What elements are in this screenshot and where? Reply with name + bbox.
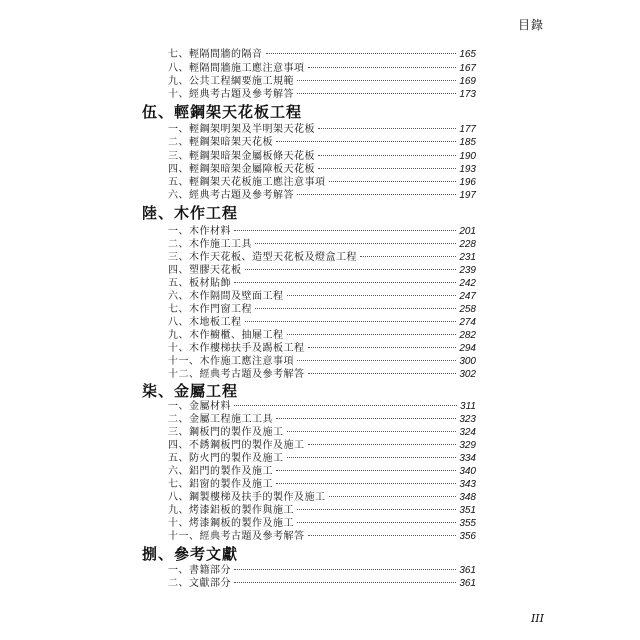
dot-leader xyxy=(234,229,456,231)
dot-leader xyxy=(245,268,457,270)
toc-entry-page: 193 xyxy=(459,164,476,175)
toc-entry-label: 九、木作櫥櫃、抽屜工程 xyxy=(168,330,284,341)
toc-entry-page: 258 xyxy=(459,304,476,315)
dot-leader xyxy=(276,140,456,142)
toc-entry-label: 十二、經典考古題及參考解答 xyxy=(168,369,305,380)
toc-entry-page: 282 xyxy=(459,330,476,341)
toc-entry-page: 185 xyxy=(459,137,476,148)
toc-entry xyxy=(168,136,476,149)
toc-entry-page: 324 xyxy=(459,427,476,438)
toc-entry-label: 十一、木作施工應注意事項 xyxy=(168,356,294,367)
dot-leader xyxy=(287,294,457,296)
toc-entry-label: 五、板材貼飾 xyxy=(168,278,231,289)
toc-entry xyxy=(168,277,476,290)
toc-entry-page: 201 xyxy=(459,226,476,237)
toc-entry xyxy=(168,290,476,303)
dot-leader xyxy=(297,359,456,361)
toc-entry-page: 294 xyxy=(459,343,476,354)
page-header-title: 目錄 xyxy=(517,18,544,32)
toc-entry-label: 二、木作施工工具 xyxy=(168,239,252,250)
toc-entry xyxy=(168,355,476,368)
toc-entry xyxy=(168,342,476,355)
toc-entry xyxy=(168,163,476,176)
dot-leader xyxy=(287,333,457,335)
dot-leader xyxy=(276,482,456,484)
toc-entry-label: 二、輕鋼架暗架天花板 xyxy=(168,137,273,148)
toc-entry xyxy=(168,238,476,251)
dot-leader xyxy=(318,154,456,156)
toc-entry-label: 七、木作門窗工程 xyxy=(168,304,252,315)
dot-leader xyxy=(297,521,456,523)
dot-leader xyxy=(255,242,456,244)
toc-entry xyxy=(168,465,476,478)
dot-leader xyxy=(234,281,456,283)
toc-entry-page: 340 xyxy=(459,466,476,477)
dot-leader xyxy=(308,443,457,445)
toc-entry xyxy=(168,150,476,163)
toc-entry xyxy=(168,189,476,202)
toc-entry-label: 一、書籍部分 xyxy=(168,565,231,576)
dot-leader xyxy=(308,534,457,536)
dot-leader xyxy=(276,417,456,419)
toc-entry-label: 八、輕隔間牆施工應注意事項 xyxy=(168,63,305,74)
toc-entry-label: 一、木作材料 xyxy=(168,226,231,237)
toc-entry-page: 247 xyxy=(459,291,476,302)
toc-entry-label: 十、木作樓梯扶手及踢板工程 xyxy=(168,343,305,354)
dot-leader xyxy=(266,52,457,54)
toc-entry xyxy=(168,413,476,426)
dot-leader xyxy=(308,66,457,68)
toc-entry-page: 165 xyxy=(459,49,476,60)
toc-entry xyxy=(168,491,476,504)
toc-entry-label: 八、鋼製樓梯及扶手的製作及施工 xyxy=(168,492,326,503)
toc-entry-label: 五、防火門的製作及施工 xyxy=(168,453,284,464)
toc-entry-label: 六、經典考古題及參考解答 xyxy=(168,190,294,201)
dot-leader xyxy=(255,307,456,309)
toc-entry xyxy=(168,504,476,517)
toc-entry xyxy=(168,577,476,590)
toc-entry xyxy=(168,264,476,277)
dot-leader xyxy=(245,320,457,322)
dot-leader xyxy=(297,508,456,510)
toc-entry xyxy=(168,439,476,452)
toc-entry-page: 302 xyxy=(459,369,476,380)
toc-entry xyxy=(168,400,476,413)
toc-entry xyxy=(168,368,476,381)
toc-entry-label: 十一、經典考古題及參考解答 xyxy=(168,531,305,542)
toc-entry xyxy=(168,316,476,329)
dot-leader xyxy=(297,193,456,195)
toc-entry-page: 242 xyxy=(459,278,476,289)
section-heading-ceiling: 伍、輕鋼架天花板工程 xyxy=(142,103,303,121)
toc-entry xyxy=(168,251,476,264)
section-heading-metalwork: 柒、金屬工程 xyxy=(142,382,239,400)
toc-entry-page: 348 xyxy=(459,492,476,503)
toc-entry-label: 七、鋁窗的製作及施工 xyxy=(168,479,273,490)
toc-entry xyxy=(168,176,476,189)
toc-entry-page: 197 xyxy=(459,190,476,201)
toc-entry-label: 三、鋼板門的製作及施工 xyxy=(168,427,284,438)
toc-entry-label: 六、鋁門的製作及施工 xyxy=(168,466,273,477)
toc-entry-page: 334 xyxy=(459,453,476,464)
toc-entry-page: 323 xyxy=(459,414,476,425)
dot-leader xyxy=(287,456,457,458)
toc-entry-label: 十、烤漆鋼板的製作及施工 xyxy=(168,518,294,529)
toc-entry xyxy=(168,517,476,530)
toc-entry-label: 三、木作天花板、造型天花板及燈盒工程 xyxy=(168,252,357,263)
toc-entry-page: 361 xyxy=(459,578,476,589)
toc-entry-label: 六、木作隔間及壁面工程 xyxy=(168,291,284,302)
toc-entry-page: 228 xyxy=(459,239,476,250)
toc-entry-page: 196 xyxy=(459,177,476,188)
dot-leader xyxy=(287,430,457,432)
toc-entry xyxy=(168,564,476,577)
toc-entry-page: 173 xyxy=(459,89,476,100)
toc-entry-page: 311 xyxy=(460,401,476,412)
toc-entry-label: 二、金屬工程施工工具 xyxy=(168,414,273,425)
toc-entry-label: 一、輕鋼架明架及半明架天花板 xyxy=(168,124,315,135)
dot-leader xyxy=(276,469,456,471)
toc-entry-label: 三、輕鋼架暗架金屬板條天花板 xyxy=(168,151,315,162)
dot-leader xyxy=(308,346,457,348)
toc-entry-page: 351 xyxy=(459,505,476,516)
dot-leader xyxy=(318,167,456,169)
toc-entry-label: 四、輕鋼架暗架金屬障板天花板 xyxy=(168,164,315,175)
section-heading-woodwork: 陸、木作工程 xyxy=(142,204,239,222)
toc-entry-page: 356 xyxy=(459,531,476,542)
dot-leader xyxy=(297,92,456,94)
toc-entry xyxy=(168,329,476,342)
toc-entry-page: 239 xyxy=(459,265,476,276)
toc-entry-label: 四、塑膠天花板 xyxy=(168,265,242,276)
toc-entry xyxy=(168,478,476,491)
dot-leader xyxy=(234,568,456,570)
toc-entry-page: 190 xyxy=(459,151,476,162)
toc-entry-label: 九、公共工程綱要施工規範 xyxy=(168,76,294,87)
toc-entry xyxy=(168,123,476,136)
dot-leader xyxy=(318,127,456,129)
dot-leader xyxy=(234,404,457,406)
toc-entry-page: 177 xyxy=(459,124,476,135)
toc-entry-label: 一、金屬材料 xyxy=(168,401,231,412)
toc-entry-label: 二、文獻部分 xyxy=(168,578,231,589)
page-number: III xyxy=(530,612,544,625)
toc-entry-label: 四、不銹鋼板門的製作及施工 xyxy=(168,440,305,451)
dot-leader xyxy=(329,180,457,182)
dot-leader xyxy=(234,581,456,583)
toc-entry-page: 355 xyxy=(459,518,476,529)
dot-leader xyxy=(360,255,456,257)
toc-entry-label: 九、烤漆鋁板的製作與施工 xyxy=(168,505,294,516)
toc-entry xyxy=(168,530,476,543)
toc-entry xyxy=(168,452,476,465)
dot-leader xyxy=(308,372,457,374)
section-heading-references: 捌、參考文獻 xyxy=(142,545,239,563)
dot-leader xyxy=(329,495,457,497)
toc-entry-page: 329 xyxy=(459,440,476,451)
toc-entry xyxy=(168,426,476,439)
toc-entry xyxy=(168,75,476,88)
toc-entry-label: 八、木地板工程 xyxy=(168,317,242,328)
toc-entry-page: 343 xyxy=(459,479,476,490)
toc-entry-page: 167 xyxy=(459,63,476,74)
toc-entry xyxy=(168,62,476,75)
toc-entry xyxy=(168,225,476,238)
toc-entry xyxy=(168,303,476,316)
toc-entry-page: 361 xyxy=(459,565,476,576)
toc-entry-page: 300 xyxy=(459,356,476,367)
toc-entry-page: 169 xyxy=(459,76,476,87)
toc-entry-page: 274 xyxy=(459,317,476,328)
toc-entry-label: 十、經典考古題及參考解答 xyxy=(168,89,294,100)
toc-entry xyxy=(168,48,476,61)
dot-leader xyxy=(297,79,456,81)
toc-entry-page: 231 xyxy=(459,252,476,263)
toc-entry-label: 五、輕鋼架天花板施工應注意事項 xyxy=(168,177,326,188)
toc-entry xyxy=(168,88,476,101)
toc-entry-label: 七、輕隔間牆的隔音 xyxy=(168,49,263,60)
